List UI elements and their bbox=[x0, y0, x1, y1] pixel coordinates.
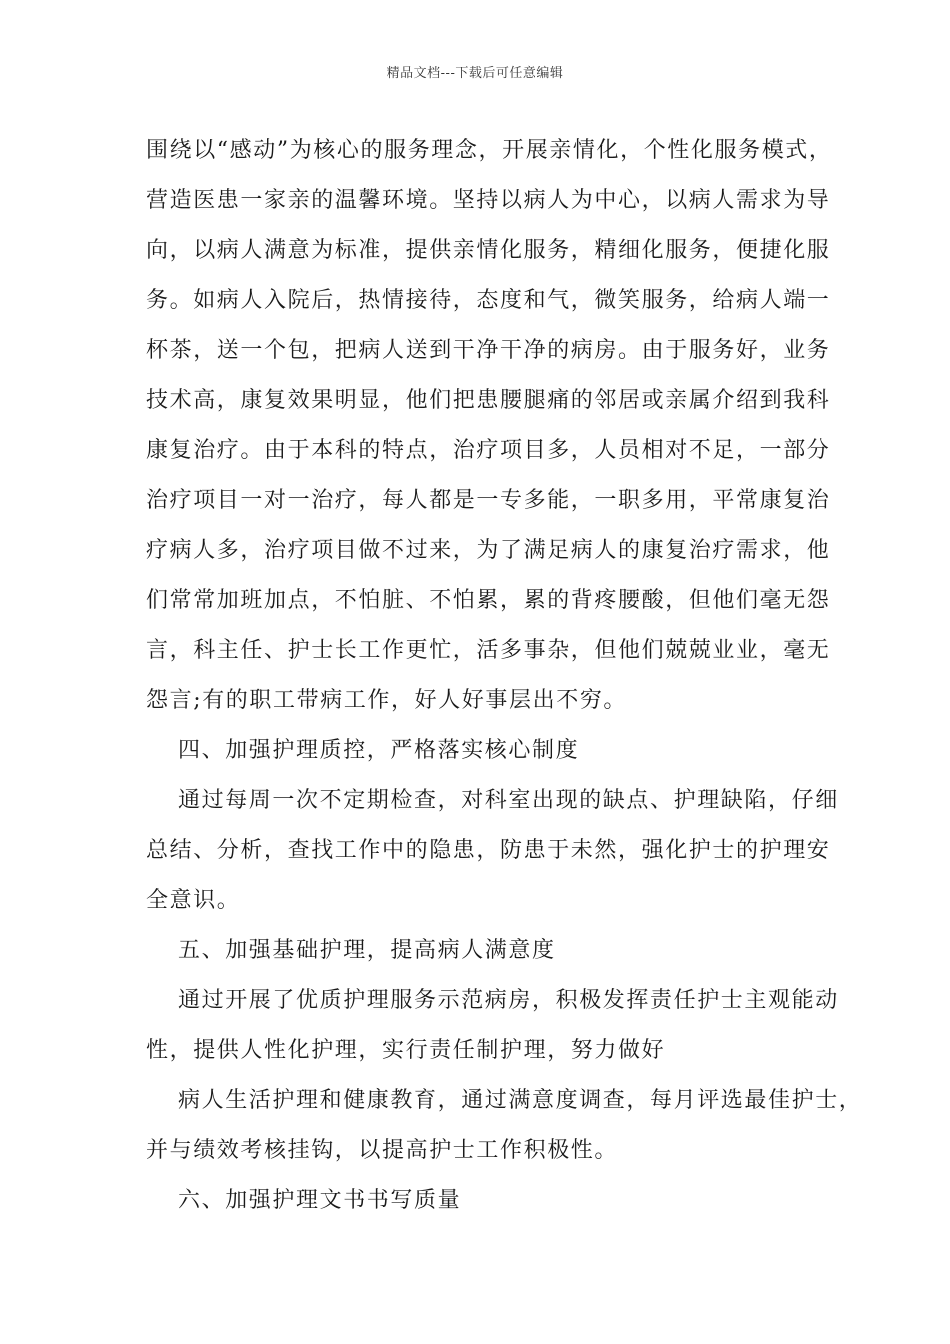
body-line: 围绕以“感动”为核心的服务理念，开展亲情化，个性化服务模式， bbox=[146, 138, 833, 163]
body-line: 营造医患一家亲的温馨环境。坚持以病人为中心，以病人需求为导 bbox=[146, 188, 831, 213]
body-line: 性，提供人性化护理，实行责任制护理，努力做好 bbox=[146, 1038, 666, 1063]
body-line: 康复治疗。由于本科的特点，治疗项目多，人员相对不足，一部分 bbox=[146, 438, 831, 463]
body-line: 通过每周一次不定期检查，对科室出现的缺点、护理缺陷，仔细 bbox=[178, 788, 839, 813]
body-line: 技术高，康复效果明显，他们把患腰腿痛的邻居或亲属介绍到我科 bbox=[146, 388, 831, 413]
body-line: 们常常加班加点，不怕脏、不怕累，累的背疼腰酸，但他们毫无怨 bbox=[146, 588, 831, 613]
body-line: 并与绩效考核挂钩，以提高护士工作积极性。 bbox=[146, 1138, 619, 1163]
body-line: 病人生活护理和健康教育，通过满意度调查，每月评选最佳护士， bbox=[178, 1088, 863, 1113]
body-line: 总结、分析，查找工作中的隐患，防患于未然，强化护士的护理安 bbox=[146, 838, 831, 863]
section-heading: 五、加强基础护理，提高病人满意度 bbox=[178, 938, 556, 963]
body-line: 言，科主任、护士长工作更忙，活多事杂，但他们兢兢业业，毫无 bbox=[146, 638, 831, 663]
body-line: 通过开展了优质护理服务示范病房，积极发挥责任护士主观能动 bbox=[178, 988, 839, 1013]
body-line: 杯茶，送一个包，把病人送到干净干净的病房。由于服务好，业务 bbox=[146, 338, 831, 363]
body-line: 怨言;有的职工带病工作，好人好事层出不穷。 bbox=[146, 688, 628, 713]
section-heading: 六、加强护理文书书写质量 bbox=[178, 1188, 462, 1213]
body-line: 全意识。 bbox=[146, 888, 241, 913]
page-header: 精品文档---下载后可任意编辑 bbox=[386, 66, 564, 81]
body-line: 疗病人多，治疗项目做不过来，为了满足病人的康复治疗需求，他 bbox=[146, 538, 831, 563]
body-line: 向，以病人满意为标准，提供亲情化服务，精细化服务，便捷化服 bbox=[146, 238, 831, 263]
section-heading: 四、加强护理质控，严格落实核心制度 bbox=[178, 738, 580, 763]
body-line: 务。如病人入院后，热情接待，态度和气，微笑服务，给病人端一 bbox=[146, 288, 831, 313]
body-line: 治疗项目一对一治疗，每人都是一专多能，一职多用，平常康复治 bbox=[146, 488, 831, 513]
